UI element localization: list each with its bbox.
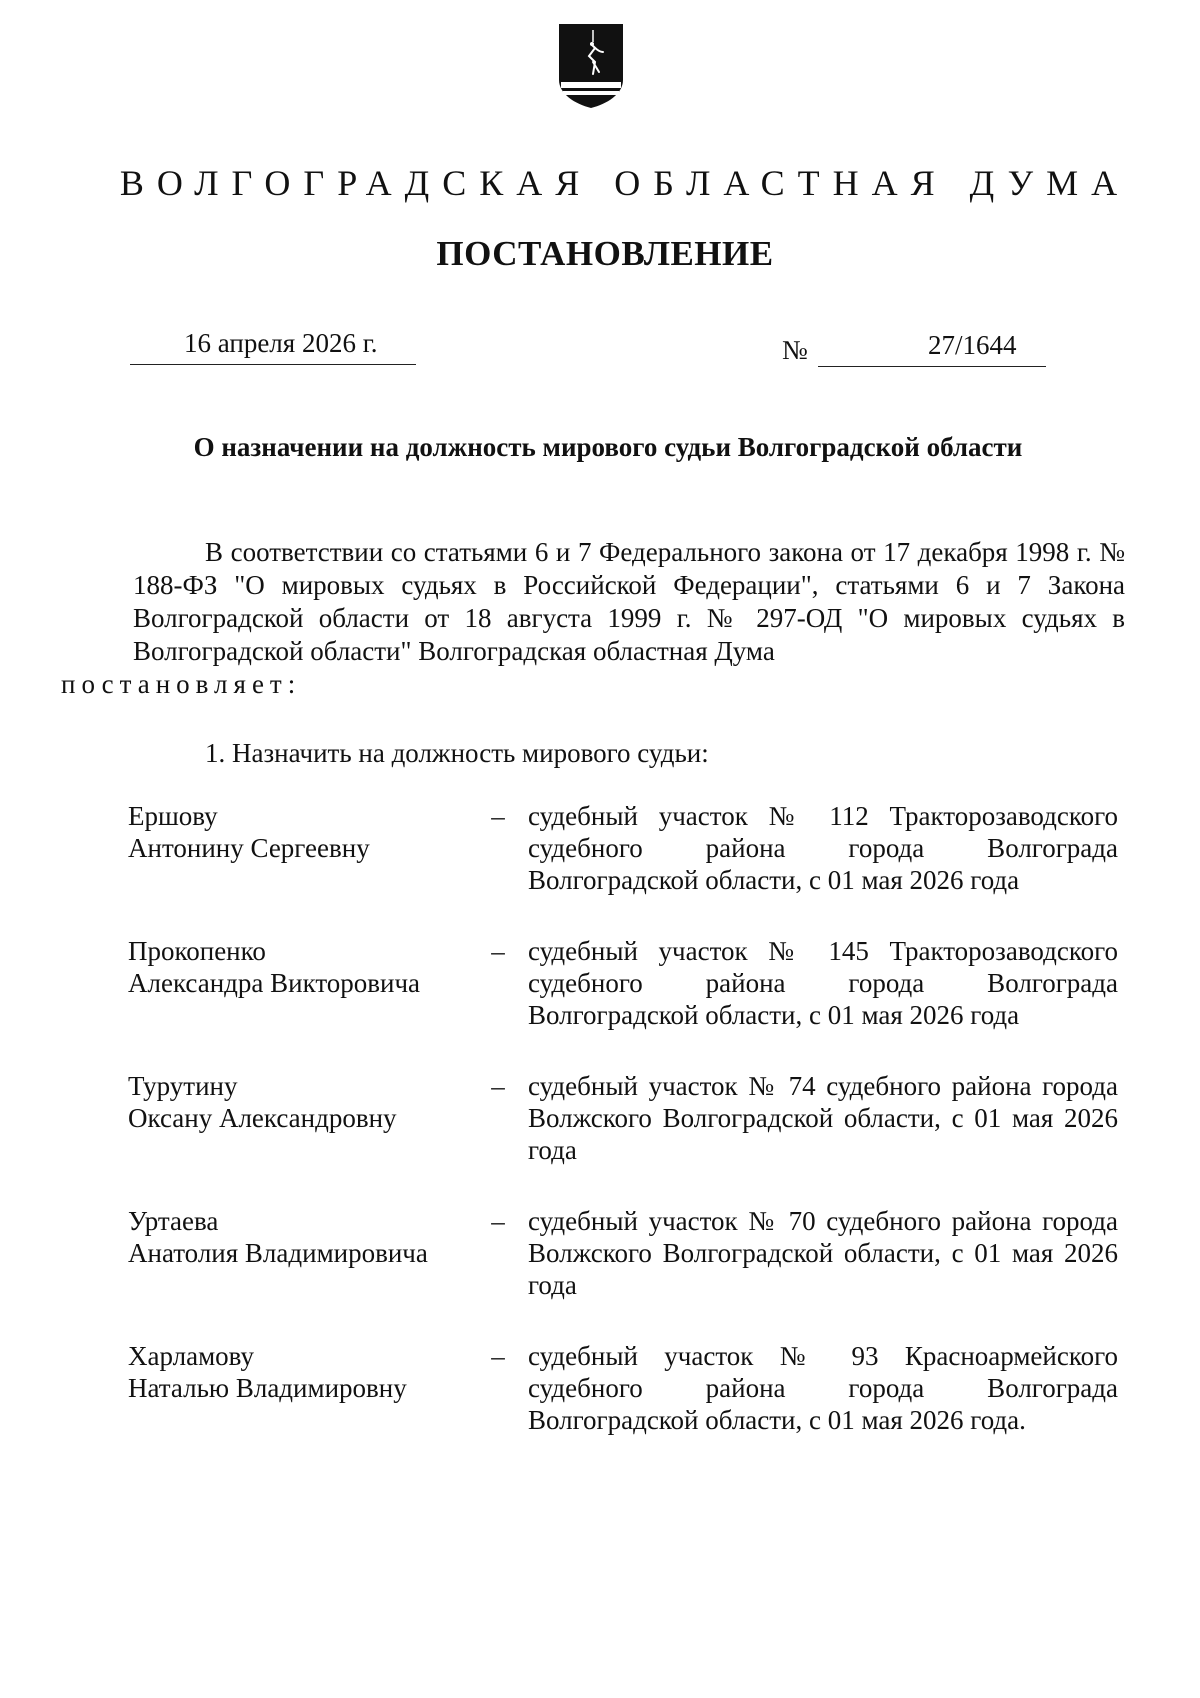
point-1: 1. Назначить на должность мирового судьи: xyxy=(205,738,709,768)
court-district: судебный участок № 93 Красноармейского судебного района города Волгограда Волгоградской области, с 01 мая 2026 года. xyxy=(528,1341,1118,1435)
document-subject: О назначении на должность мирового судьи Волгоградской области xyxy=(193,432,1023,462)
dash: – xyxy=(491,1071,505,1101)
court-district: судебный участок № 145 Тракторозаводского судебного района города Волгограда Волгоградской области, с 01 мая 2026 года xyxy=(528,936,1118,1030)
organization-name: ВОЛГОГРАДСКАЯ ОБЛАСТНАЯ ДУМА xyxy=(119,163,1131,203)
document-date: 16 апреля 2026 г. xyxy=(184,328,378,358)
preamble-text: В соответствии со статьями 6 и 7 Федерального закона от 17 декабря 1998 г. № 188-ФЗ "О мировых судьях в Российской Федерации", статьями 6 и 7 Закона Волгоградской области от 18 августа 1999 г. № 297-ОД "О мировых судьях в Волгоградской области" Волгоградская областная Дума xyxy=(133,537,1125,666)
date-field xyxy=(130,328,416,365)
appointee-surname: Прокопенко xyxy=(128,936,266,966)
appointment-row xyxy=(128,1205,1118,1315)
appointee-given-names: Оксану Александровну xyxy=(128,1103,397,1133)
number-sign: № xyxy=(782,335,808,365)
number-field xyxy=(818,330,1046,367)
appointee-given-names: Наталью Владимировну xyxy=(128,1373,407,1403)
document-number: 27/1644 xyxy=(928,330,1017,360)
appointment-row xyxy=(128,800,1118,910)
appointee-given-names: Александра Викторовича xyxy=(128,968,421,998)
appointment-row xyxy=(128,935,1118,1045)
appointee-name xyxy=(128,935,468,999)
appointee-name xyxy=(128,1205,468,1269)
preamble xyxy=(61,536,1125,701)
appointee-surname: Харламову xyxy=(128,1341,254,1371)
appointee-surname: Турутину xyxy=(128,1071,238,1101)
court-district: судебный участок № 70 судебного района города Волжского Волгоградской области, с 01 мая 2026 года xyxy=(528,1206,1118,1300)
court-district: судебный участок № 74 судебного района города Волжского Волгоградской области, с 01 мая 2026 года xyxy=(528,1071,1118,1165)
appointment-row xyxy=(128,1070,1118,1180)
appointee-surname: Уртаева xyxy=(128,1206,219,1236)
document-type: ПОСТАНОВЛЕНИЕ xyxy=(436,234,774,273)
dash: – xyxy=(491,1206,505,1236)
appointment-row xyxy=(128,1340,1118,1450)
volgograd-coat-of-arms-icon xyxy=(555,22,627,110)
resolves-word: постановляет: xyxy=(61,669,302,699)
dash: – xyxy=(491,936,505,966)
appointee-name xyxy=(128,1340,468,1404)
appointee-name xyxy=(128,800,468,864)
dash: – xyxy=(491,1341,505,1371)
appointee-given-names: Антонину Сергеевну xyxy=(128,833,370,863)
appointee-surname: Ершову xyxy=(128,801,218,831)
appointee-given-names: Анатолия Владимировича xyxy=(128,1238,428,1268)
appointee-name xyxy=(128,1070,468,1134)
dash: – xyxy=(491,801,505,831)
court-district: судебный участок № 112 Тракторозаводского судебного района города Волгограда Волгоградской области, с 01 мая 2026 года xyxy=(528,801,1118,895)
